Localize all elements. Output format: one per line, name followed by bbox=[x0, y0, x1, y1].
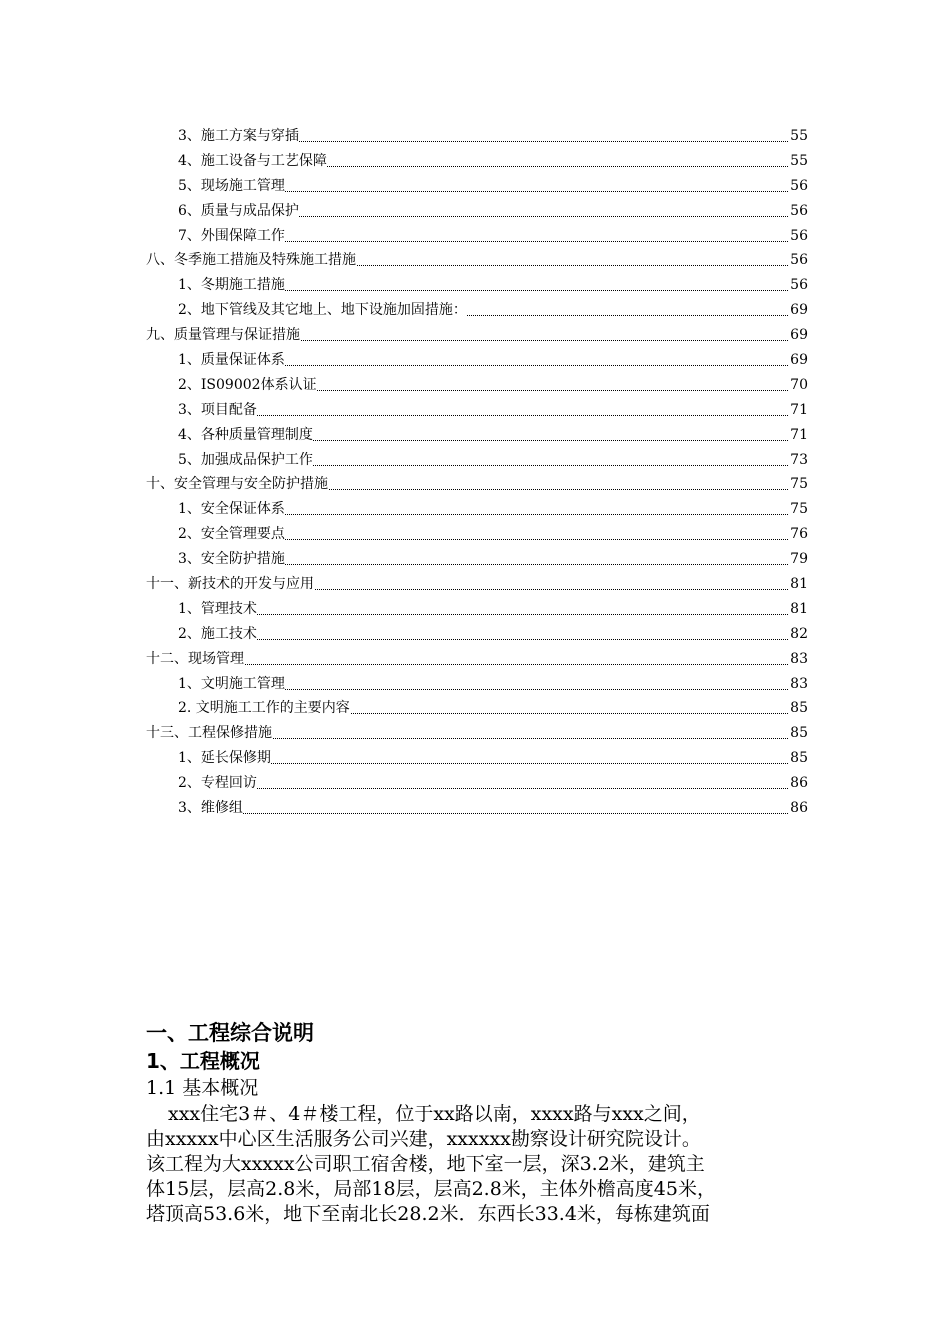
section-heading-1: 一、工程综合说明 bbox=[146, 1021, 314, 1045]
toc-page-number: 83 bbox=[788, 647, 808, 672]
toc-entry-title: 2、专程回访 bbox=[178, 771, 257, 796]
toc-entry[interactable] bbox=[0, 746, 950, 771]
toc-page-number: 69 bbox=[788, 323, 808, 348]
toc-entry-title: 4、各种质量管理制度 bbox=[178, 423, 313, 448]
toc-entry[interactable] bbox=[0, 199, 950, 224]
toc-entry[interactable] bbox=[0, 672, 950, 697]
toc-page-number: 82 bbox=[788, 622, 808, 647]
toc-entry-title: 2、安全管理要点 bbox=[178, 522, 285, 547]
toc-entry-title: 十二、现场管理 bbox=[146, 647, 244, 672]
section-heading-2: 1、工程概况 bbox=[146, 1049, 260, 1073]
toc-page-number: 56 bbox=[788, 224, 808, 249]
toc-page-number: 85 bbox=[788, 746, 808, 771]
toc-dot-leader bbox=[178, 415, 788, 416]
toc-entry[interactable] bbox=[0, 597, 950, 622]
paragraph-line: 该工程为大xxxxx公司职工宿舍楼，地下室一层，深3.2米，建筑主 bbox=[146, 1153, 705, 1175]
toc-entry-title: 十、安全管理与安全防护措施 bbox=[146, 472, 328, 497]
toc-page-number: 76 bbox=[788, 522, 808, 547]
toc-entry-title: 九、质量管理与保证措施 bbox=[146, 323, 300, 348]
toc-entry[interactable] bbox=[0, 298, 950, 323]
toc-entry-title: 6、质量与成品保护 bbox=[178, 199, 299, 224]
toc-entry[interactable] bbox=[0, 572, 950, 597]
toc-entry[interactable] bbox=[0, 124, 950, 149]
toc-page-number: 86 bbox=[788, 771, 808, 796]
table-of-contents bbox=[0, 124, 950, 821]
toc-page-number: 73 bbox=[788, 448, 808, 473]
toc-entry[interactable] bbox=[0, 522, 950, 547]
toc-page-number: 56 bbox=[788, 248, 808, 273]
toc-page-number: 71 bbox=[788, 423, 808, 448]
toc-entry[interactable] bbox=[0, 248, 950, 273]
toc-entry[interactable] bbox=[0, 149, 950, 174]
toc-page-number: 69 bbox=[788, 348, 808, 373]
toc-entry-title: 3、维修组 bbox=[178, 796, 243, 821]
paragraph-line: 体15层，层高2.8米，局部18层，层高2.8米，主体外檐高度45米， bbox=[146, 1178, 716, 1200]
toc-page-number: 56 bbox=[788, 199, 808, 224]
toc-dot-leader bbox=[178, 813, 788, 814]
overview-paragraph bbox=[146, 1102, 826, 1227]
toc-entry-title: 3、项目配备 bbox=[178, 398, 257, 423]
toc-entry-title: 5、现场施工管理 bbox=[178, 174, 285, 199]
toc-entry[interactable] bbox=[0, 647, 950, 672]
toc-entry[interactable] bbox=[0, 348, 950, 373]
section-heading-3: 1.1 基本概况 bbox=[146, 1077, 259, 1099]
toc-dot-leader bbox=[178, 614, 788, 615]
toc-entry[interactable] bbox=[0, 547, 950, 572]
toc-page-number: 83 bbox=[788, 672, 808, 697]
toc-entry[interactable] bbox=[0, 373, 950, 398]
toc-entry-title: 1、冬期施工措施 bbox=[178, 273, 285, 298]
toc-page-number: 86 bbox=[788, 796, 808, 821]
toc-entry-title: 2、IS09002体系认证 bbox=[178, 373, 317, 398]
paragraph-line: 由xxxxx中心区生活服务公司兴建，xxxxxx勘察设计研究院设计。 bbox=[146, 1128, 701, 1150]
toc-entry-title: 1、质量保证体系 bbox=[178, 348, 285, 373]
toc-page-number: 56 bbox=[788, 174, 808, 199]
toc-entry-title: 十一、新技术的开发与应用 bbox=[146, 572, 314, 597]
toc-page-number: 75 bbox=[788, 497, 808, 522]
toc-entry-title: 4、施工设备与工艺保障 bbox=[178, 149, 327, 174]
toc-page-number: 85 bbox=[788, 696, 808, 721]
toc-entry-title: 3、安全防护措施 bbox=[178, 547, 285, 572]
project-overview-section bbox=[146, 1018, 826, 1227]
toc-page-number: 71 bbox=[788, 398, 808, 423]
toc-entry-title: 3、施工方案与穿插 bbox=[178, 124, 299, 149]
toc-page-number: 70 bbox=[788, 373, 808, 398]
toc-entry-title: 十三、工程保修措施 bbox=[146, 721, 272, 746]
toc-page-number: 81 bbox=[788, 597, 808, 622]
toc-page-number: 69 bbox=[788, 298, 808, 323]
toc-page-number: 81 bbox=[788, 572, 808, 597]
toc-entry[interactable] bbox=[0, 398, 950, 423]
paragraph-line: xxx住宅3＃、4＃楼工程，位于xx路以南，xxxx路与xxx之间， bbox=[168, 1103, 701, 1125]
toc-page-number: 56 bbox=[788, 273, 808, 298]
toc-entry[interactable] bbox=[0, 796, 950, 821]
toc-page-number: 85 bbox=[788, 721, 808, 746]
toc-page-number: 75 bbox=[788, 472, 808, 497]
toc-entry[interactable] bbox=[0, 497, 950, 522]
toc-page-number: 79 bbox=[788, 547, 808, 572]
toc-page-number: 55 bbox=[788, 124, 808, 149]
toc-entry[interactable] bbox=[0, 273, 950, 298]
toc-entry[interactable] bbox=[0, 423, 950, 448]
toc-entry[interactable] bbox=[0, 174, 950, 199]
toc-entry-title: 1、延长保修期 bbox=[178, 746, 271, 771]
toc-entry-title: 1、管理技术 bbox=[178, 597, 257, 622]
toc-dot-leader bbox=[178, 639, 788, 640]
toc-page-number: 55 bbox=[788, 149, 808, 174]
toc-entry-title: 7、外围保障工作 bbox=[178, 224, 285, 249]
toc-entry[interactable] bbox=[0, 472, 950, 497]
toc-entry-title: 1、安全保证体系 bbox=[178, 497, 285, 522]
toc-entry-title: 5、加强成品保护工作 bbox=[178, 448, 313, 473]
toc-entry-title: 2、地下管线及其它地上、地下设施加固措施： bbox=[178, 298, 467, 323]
toc-entry[interactable] bbox=[0, 622, 950, 647]
toc-dot-leader bbox=[178, 788, 788, 789]
toc-entry-title: 2. 文明施工工作的主要内容 bbox=[178, 696, 350, 721]
toc-entry[interactable] bbox=[0, 448, 950, 473]
toc-entry-title: 2、施工技术 bbox=[178, 622, 257, 647]
toc-entry-title: 1、文明施工管理 bbox=[178, 672, 285, 697]
toc-entry[interactable] bbox=[0, 771, 950, 796]
toc-entry-title: 八、冬季施工措施及特殊施工措施 bbox=[146, 248, 356, 273]
toc-entry[interactable] bbox=[0, 323, 950, 348]
toc-entry[interactable] bbox=[0, 224, 950, 249]
toc-entry[interactable] bbox=[0, 721, 950, 746]
toc-entry[interactable] bbox=[0, 696, 950, 721]
paragraph-line: 塔顶高53.6米，地下至南北长28.2米．东西长33.4米，每栋建筑面 bbox=[146, 1203, 710, 1225]
